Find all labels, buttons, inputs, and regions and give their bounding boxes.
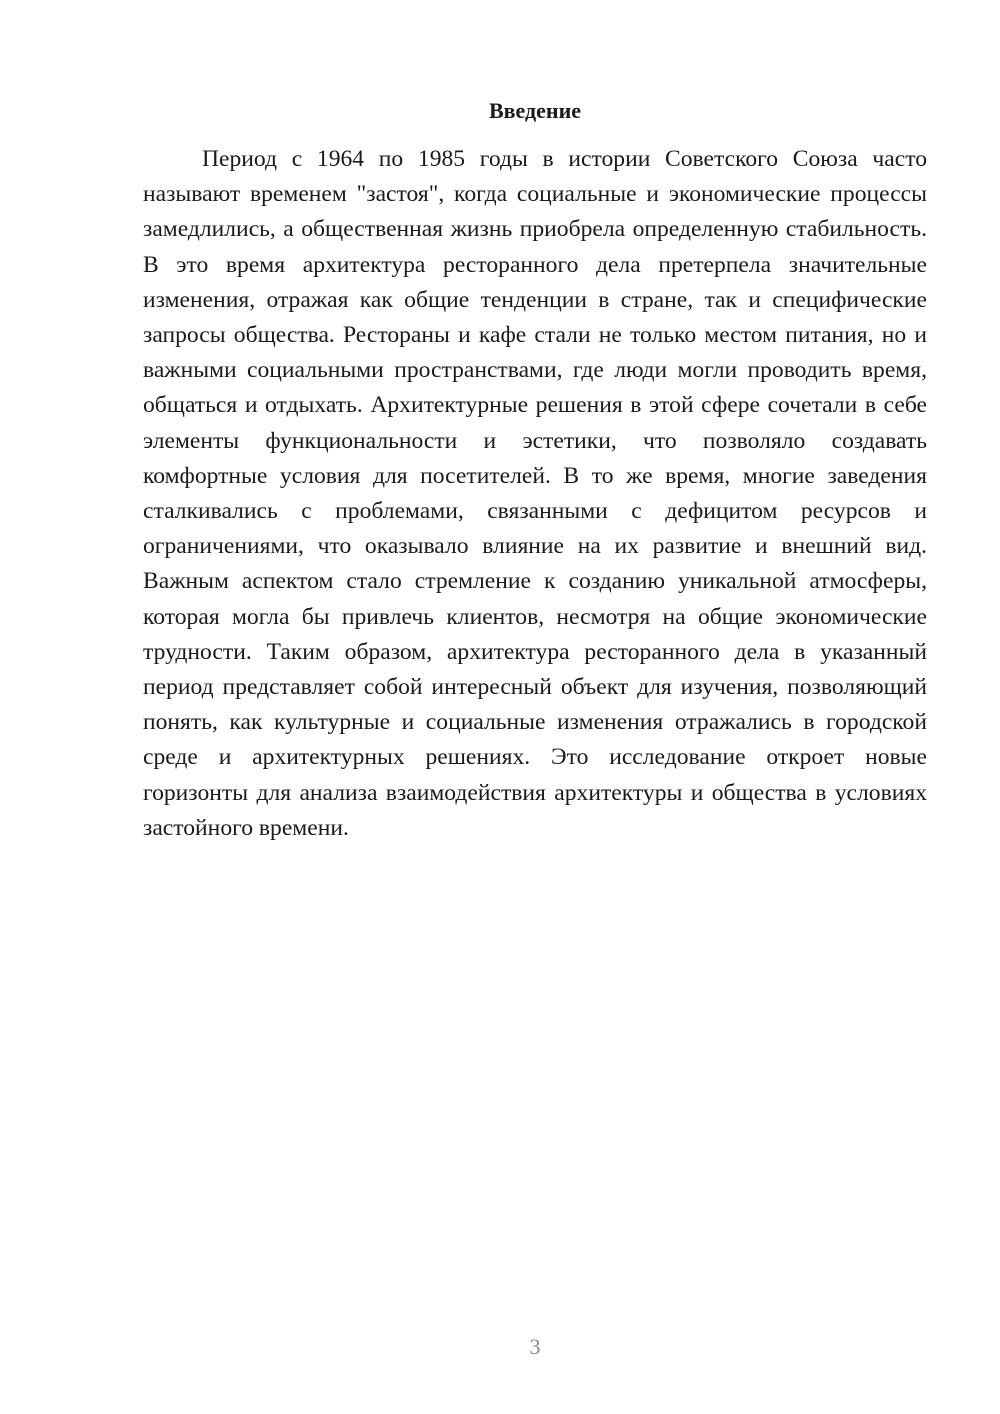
- body-paragraph: Период с 1964 по 1985 годы в истории Советского Союза часто называют временем "застоя", когда социальные и экономические процессы замедлились, а общественная жизнь приобрела определенную стабильность. В это время архитектура ресторанного дела претерпела значительные изменения, отражая как общие тенденции в стране, так и специфические запросы общества. Рестораны и кафе стали не только местом питания, но и важными социальными пространствами, где люди могли проводить время, общаться и отдыхать. Архитектурные решения в этой сфере сочетали в себе элементы функциональности и эстетики, что позволяло создавать комфортные условия для посетителей. В то же время, многие заведения сталкивались с проблемами, связанными с дефицитом ресурсов и ограничениями, что оказывало влияние на их развитие и внешний вид. Важным аспектом стало стремление к созданию уникальной атмосферы, которая могла бы привлечь клиентов, несмотря на общие экономические трудности. Таким образом, архитектура ресторанного дела в указанный период представляет собой интересный объект для изучения, позволяющий понять, как культурные и социальные изменения отражались в городской среде и архитектурных решениях. Это исследование откроет новые горизонты для анализа взаимодействия архитектуры и общества в условиях застойного времени.: [143, 146, 927, 841]
- section-heading: Введение: [488, 98, 582, 123]
- page-number: 3: [529, 1334, 541, 1359]
